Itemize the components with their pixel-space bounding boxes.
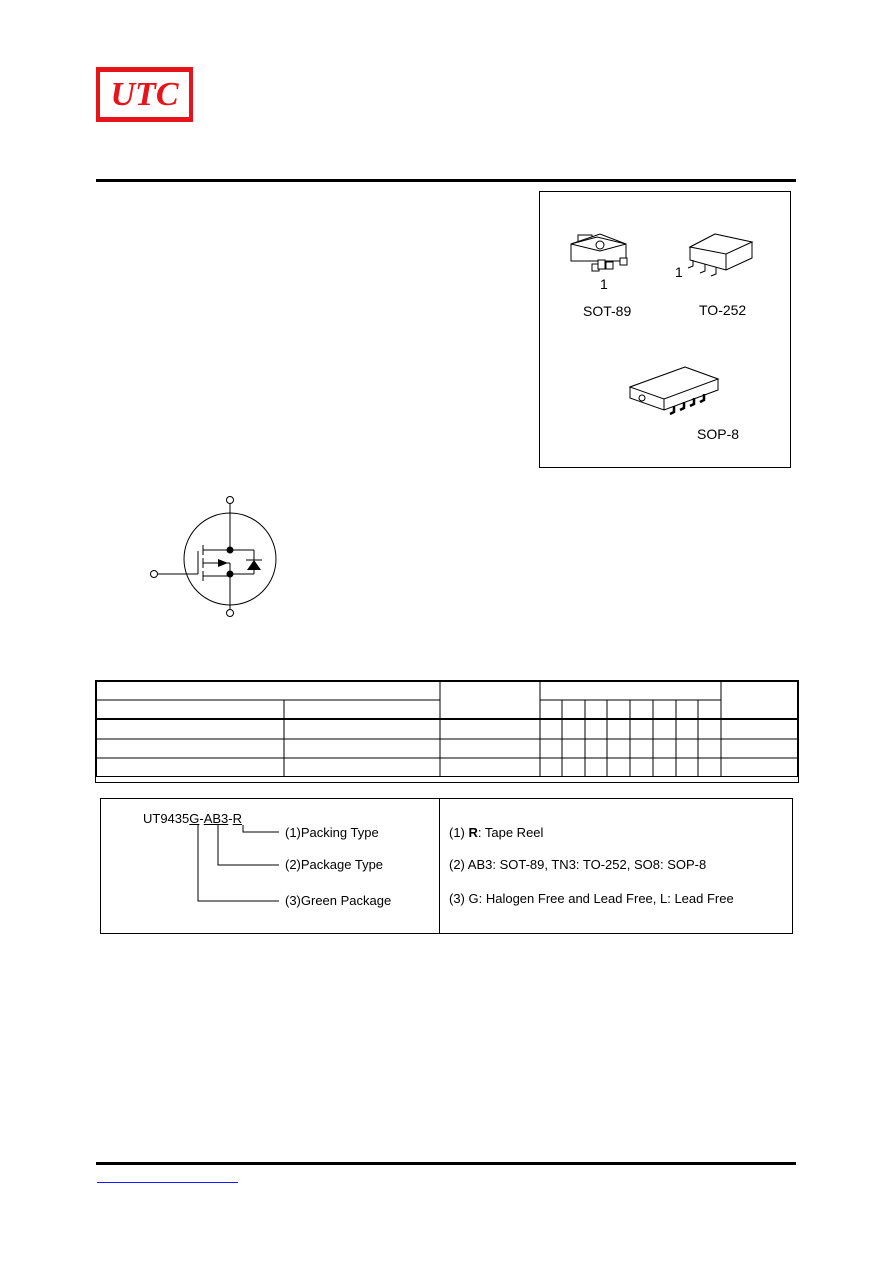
packing-desc-prefix: (1) bbox=[449, 825, 469, 840]
ordering-divider bbox=[439, 799, 440, 933]
utc-logo bbox=[96, 67, 193, 122]
part-dash-1: - bbox=[199, 811, 204, 826]
package-type-desc: (2) AB3: SOT-89, TN3: TO-252, SO8: SOP-8 bbox=[449, 857, 707, 872]
sop8-package-icon bbox=[630, 367, 718, 414]
part-dash-2: - bbox=[228, 811, 233, 826]
package-drawings bbox=[540, 192, 792, 469]
part-package-code: AB3 bbox=[203, 811, 229, 826]
sot89-pin-label: 1 bbox=[600, 276, 608, 292]
to252-package-icon bbox=[688, 234, 752, 276]
packing-type-desc bbox=[449, 825, 543, 840]
sot89-package-icon bbox=[571, 234, 627, 271]
to252-pin-label: 1 bbox=[675, 264, 683, 280]
package-box bbox=[539, 191, 791, 468]
packing-type-label: (1)Packing Type bbox=[285, 825, 379, 840]
footer-rule bbox=[96, 1162, 796, 1165]
info-table-grid bbox=[96, 681, 798, 777]
part-green-code: G bbox=[189, 811, 200, 826]
ordering-connectors bbox=[101, 799, 439, 933]
info-table bbox=[95, 680, 799, 783]
sop8-label: SOP-8 bbox=[697, 426, 740, 442]
mosfet-symbol-icon bbox=[140, 493, 290, 623]
sot89-label: SOT-89 bbox=[583, 303, 632, 319]
to252-label: TO-252 bbox=[699, 302, 747, 318]
logo-inner bbox=[100, 72, 189, 117]
footer-link[interactable] bbox=[97, 1182, 238, 1183]
packing-desc-code: R bbox=[468, 825, 478, 840]
packing-desc-rest: : Tape Reel bbox=[477, 825, 544, 840]
ordering-box bbox=[100, 798, 793, 934]
header-rule bbox=[96, 179, 796, 182]
package-type-label: (2)Package Type bbox=[285, 857, 384, 872]
green-package-label: (3)Green Package bbox=[285, 893, 392, 908]
part-packing-code: R bbox=[232, 811, 243, 826]
logo-text: UTC bbox=[110, 76, 179, 113]
part-base: UT9435 bbox=[143, 811, 190, 826]
green-package-desc: (3) G: Halogen Free and Lead Free, L: Lead Free bbox=[449, 891, 734, 906]
